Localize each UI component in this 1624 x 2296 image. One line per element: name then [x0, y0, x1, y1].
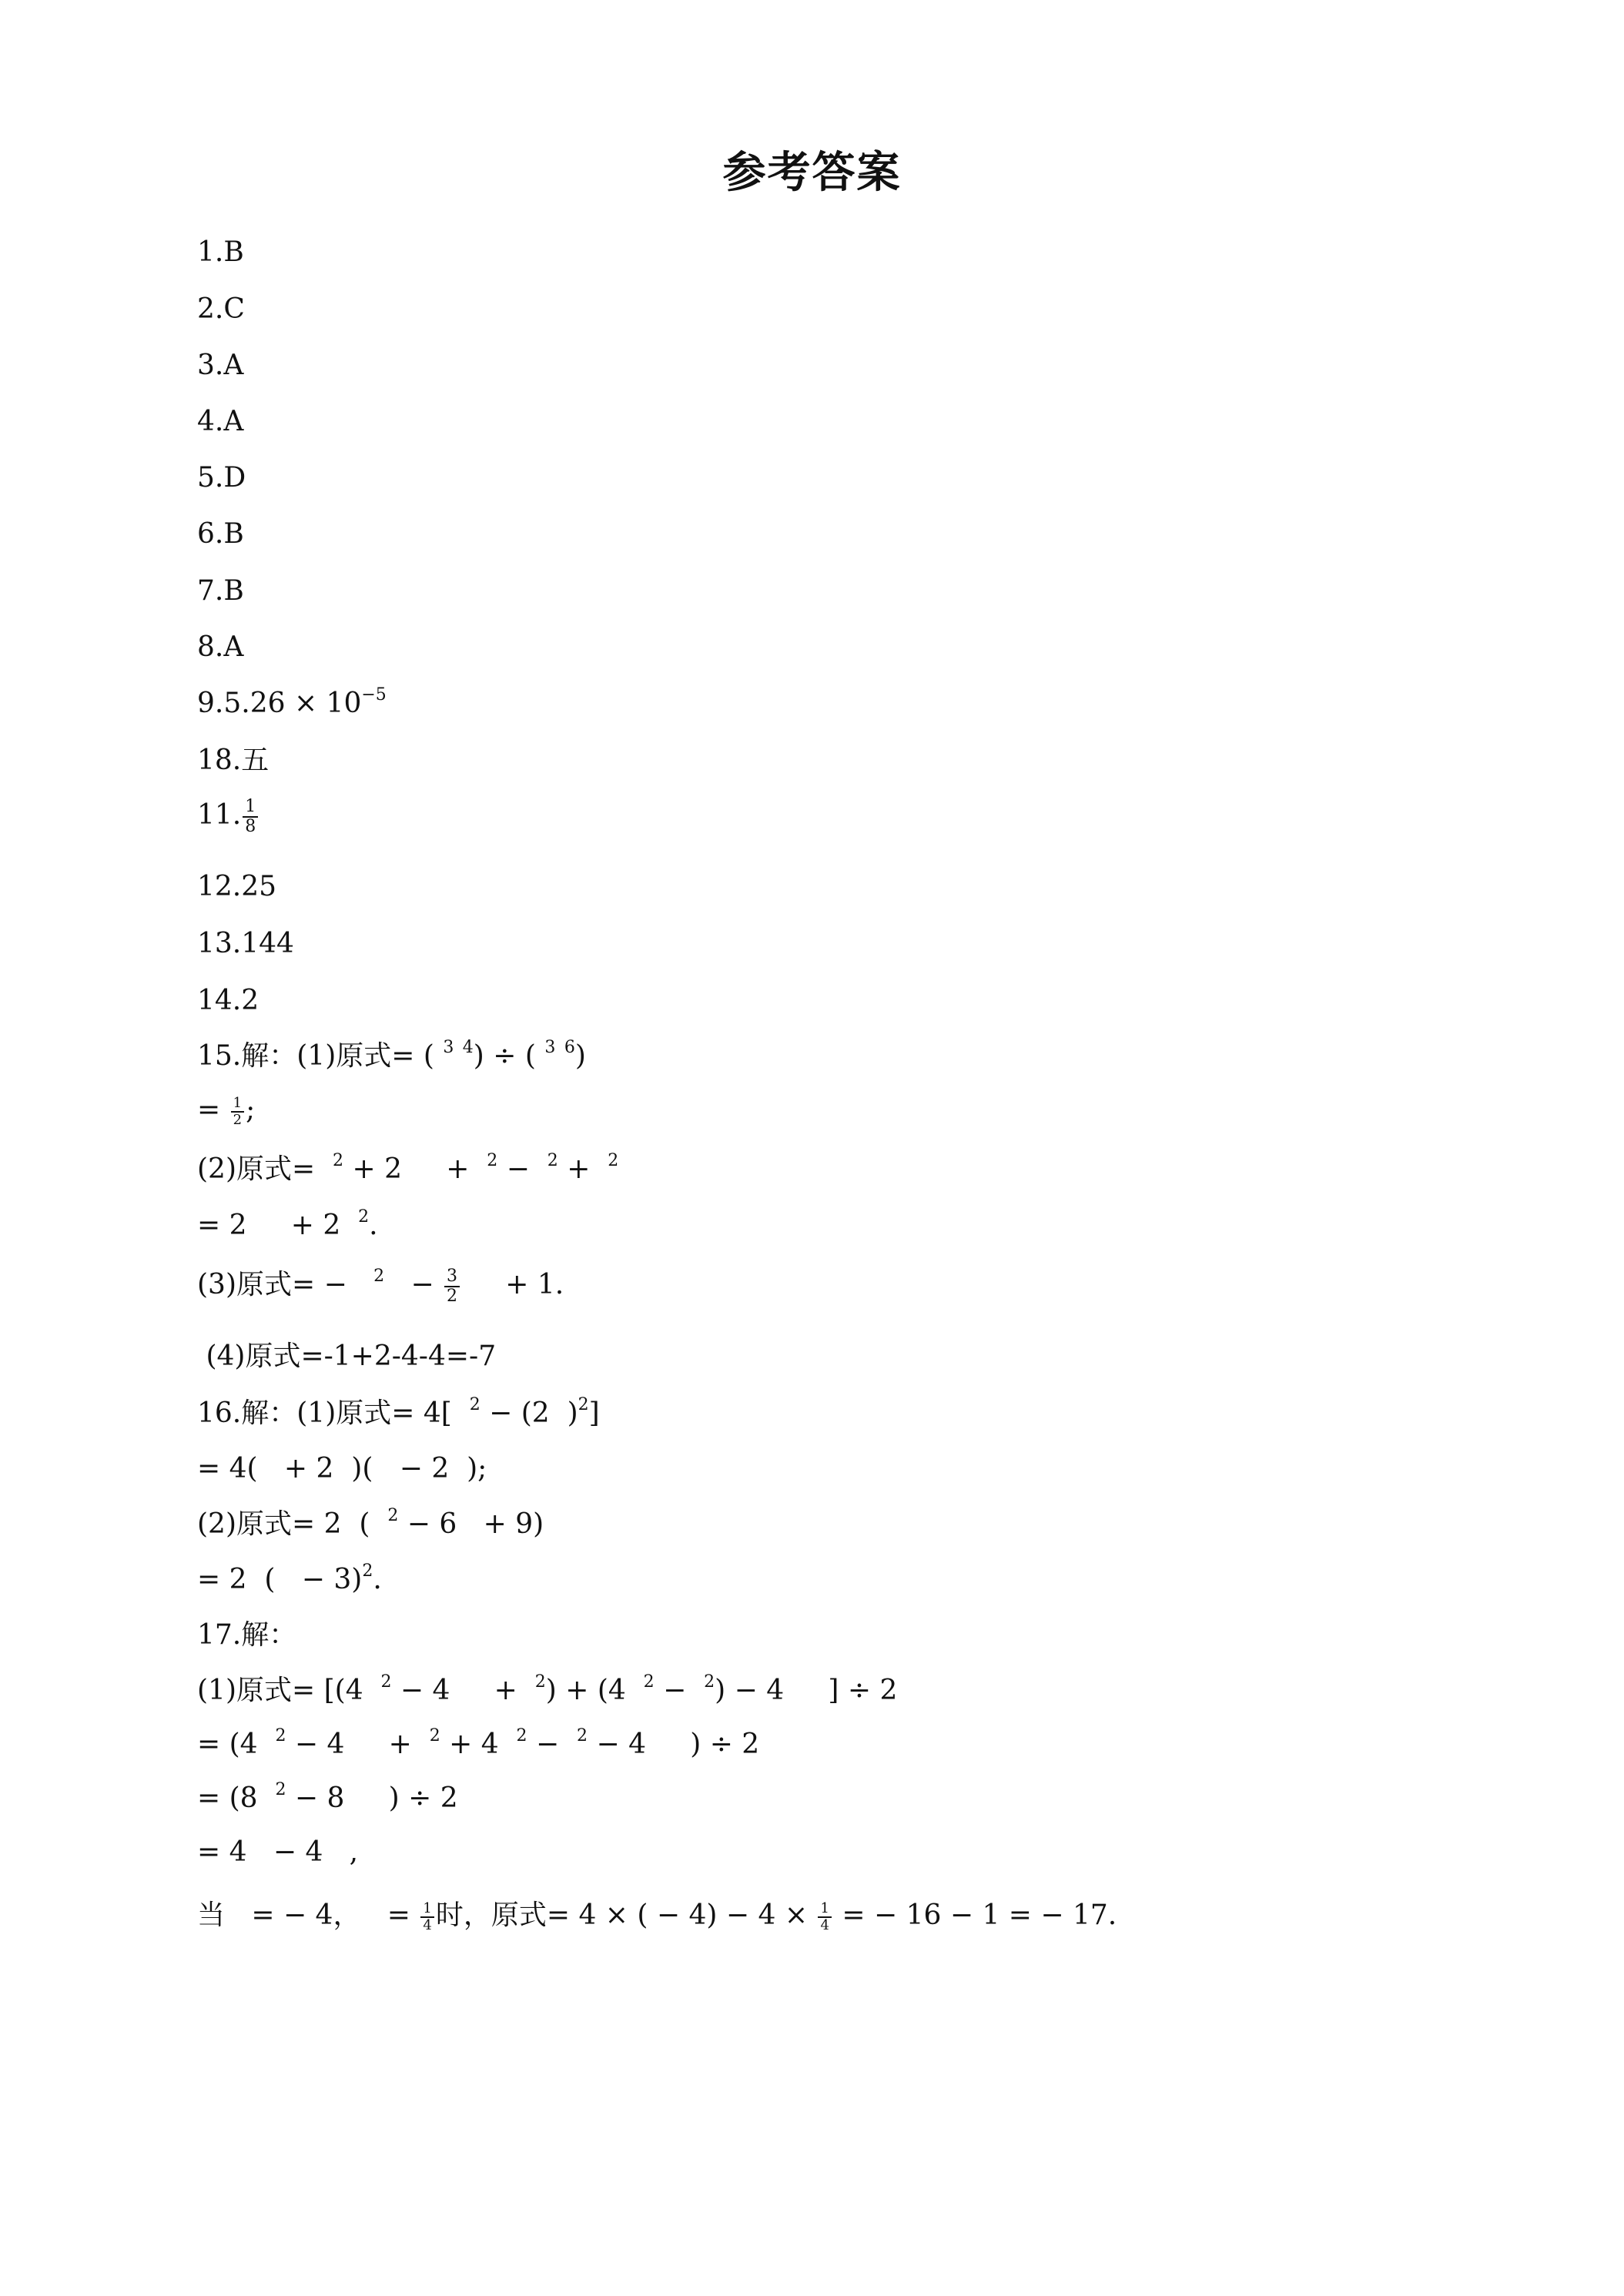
exponent: 4	[462, 1038, 474, 1057]
exponent: 2	[275, 1726, 286, 1745]
exponent: 2	[534, 1672, 546, 1692]
exponent: 3	[443, 1038, 454, 1057]
q16-text: − 6 + 9)	[398, 1508, 544, 1540]
exponent: 2	[578, 1395, 589, 1414]
fraction-numerator: 1	[818, 1901, 831, 1918]
exponent: 2	[704, 1672, 715, 1692]
fraction-numerator: 3	[444, 1267, 460, 1287]
fraction-denominator: 8	[245, 817, 256, 836]
q16-text: .	[373, 1564, 382, 1595]
q15-text: −	[384, 1269, 444, 1300]
q17-text: − 4 +	[391, 1675, 535, 1706]
q17-text: 时，原式= 4 × ( − 4) − 4 ×	[435, 1899, 817, 1931]
answer-6: 6.B	[197, 518, 244, 550]
exponent: 2	[333, 1151, 344, 1170]
exponent: 3	[544, 1038, 556, 1057]
q17-text: − 4 ) ÷ 2	[588, 1729, 760, 1760]
fraction-denominator: 4	[820, 1917, 829, 1933]
fraction	[444, 1267, 460, 1306]
answer-12: 12.25	[197, 871, 277, 902]
q15-text: (2)原式=	[197, 1153, 333, 1185]
answer-11-label: 11.	[197, 799, 242, 831]
q17-line-4	[197, 1782, 458, 1819]
q15-line-6: (4)原式=-1+2-4-4=-7	[197, 1340, 497, 1372]
q17-text: = (4	[197, 1729, 276, 1760]
q17-line-2	[197, 1674, 897, 1712]
q17-text: −	[527, 1729, 578, 1760]
exponent: 2	[577, 1726, 588, 1745]
fraction-numerator: 1	[420, 1901, 434, 1918]
q17-text: + 4	[440, 1729, 517, 1760]
q15-text: +	[558, 1153, 608, 1185]
answer-9-exponent: −5	[361, 685, 387, 705]
exponent: 2	[429, 1726, 440, 1745]
q15-line-4	[197, 1209, 378, 1247]
exponent: 2	[643, 1672, 655, 1692]
q15-text: + 2 +	[343, 1153, 487, 1185]
q15-text: ;	[246, 1094, 256, 1126]
q16-line-1	[197, 1397, 600, 1434]
q15-text: = 2 + 2	[197, 1210, 359, 1241]
exponent: 2	[275, 1780, 286, 1799]
exponent: 2	[373, 1267, 385, 1286]
q15-text: (3)原式= −	[197, 1269, 374, 1300]
fraction-denominator: 2	[447, 1287, 458, 1306]
answer-11-fraction	[243, 798, 258, 836]
q16-text: ]	[588, 1397, 600, 1429]
q17-text: −	[654, 1675, 705, 1706]
exponent: 2	[487, 1151, 498, 1170]
fraction-numerator: 1	[231, 1096, 244, 1113]
answer-5: 5.D	[197, 462, 246, 494]
q17-line-6	[197, 1899, 1117, 1933]
q15-text	[454, 1040, 462, 1072]
q16-line-3	[197, 1508, 544, 1545]
q15-text: )	[574, 1040, 586, 1072]
q15-text: + 1.	[461, 1269, 564, 1300]
q17-line-3	[197, 1728, 759, 1766]
answer-7: 7.B	[197, 575, 244, 607]
q16-text: 16.解：(1)原式= 4[	[197, 1397, 470, 1429]
q16-text: = 2 ( − 3)	[197, 1564, 363, 1595]
exponent: 2	[469, 1395, 481, 1414]
q15-text	[555, 1040, 564, 1072]
q16-line-4	[197, 1563, 382, 1601]
answer-2: 2.C	[197, 293, 245, 325]
q15-text: =	[197, 1094, 229, 1126]
answer-9-value: 9.5.26 × 10	[197, 688, 362, 719]
q15-text: ) ÷ (	[473, 1040, 545, 1072]
answer-11	[197, 798, 260, 836]
fraction	[420, 1901, 434, 1933]
answer-3: 3.A	[197, 350, 244, 381]
answer-10: 18.五	[197, 745, 270, 776]
exponent: 2	[387, 1506, 399, 1525]
exponent: 2	[362, 1561, 373, 1581]
exponent: 6	[564, 1038, 575, 1057]
q17-text: 当 = − 4， =	[197, 1899, 420, 1931]
answer-4: 4.A	[197, 406, 244, 437]
q17-text: − 4 +	[286, 1729, 430, 1760]
q15-text: 15.解：(1)原式= (	[197, 1040, 444, 1072]
exponent: 2	[358, 1207, 370, 1227]
q17-line-5: = 4 − 4 ,	[197, 1836, 359, 1868]
q17-text: − 8 ) ÷ 2	[286, 1782, 458, 1814]
fraction-denominator: 2	[233, 1112, 243, 1128]
q16-text: − (2 )	[480, 1397, 578, 1429]
answer-8: 8.A	[197, 631, 244, 663]
q17-line-1: 17.解：	[197, 1619, 297, 1651]
q17-text: ) + (4	[545, 1675, 644, 1706]
answer-9	[197, 687, 387, 725]
q16-line-2: = 4( + 2 )( − 2 );	[197, 1453, 487, 1484]
fraction	[231, 1096, 244, 1128]
q15-line-1	[197, 1039, 586, 1077]
answer-13: 13.144	[197, 928, 294, 959]
answer-14: 14.2	[197, 985, 260, 1016]
q15-line-3	[197, 1153, 618, 1190]
exponent: 2	[547, 1151, 558, 1170]
q15-text: −	[497, 1153, 547, 1185]
page-title: 参考答案	[722, 148, 902, 198]
answer-1: 1.B	[197, 236, 244, 268]
q17-text: = − 16 − 1 = − 17.	[832, 1899, 1117, 1931]
fraction	[818, 1901, 831, 1933]
q17-text: = (8	[197, 1782, 276, 1814]
fraction-denominator: 4	[423, 1917, 432, 1933]
q15-line-2	[197, 1093, 255, 1128]
exponent: 2	[516, 1726, 527, 1745]
q16-text: (2)原式= 2 (	[197, 1508, 388, 1540]
q17-text: (1)原式= [(4	[197, 1675, 381, 1706]
exponent: 2	[380, 1672, 392, 1692]
exponent: 2	[608, 1151, 619, 1170]
q15-text: .	[369, 1210, 378, 1241]
fraction-numerator: 1	[243, 798, 258, 818]
q15-line-5	[197, 1267, 564, 1306]
q17-text: ) − 4 ] ÷ 2	[715, 1675, 898, 1706]
